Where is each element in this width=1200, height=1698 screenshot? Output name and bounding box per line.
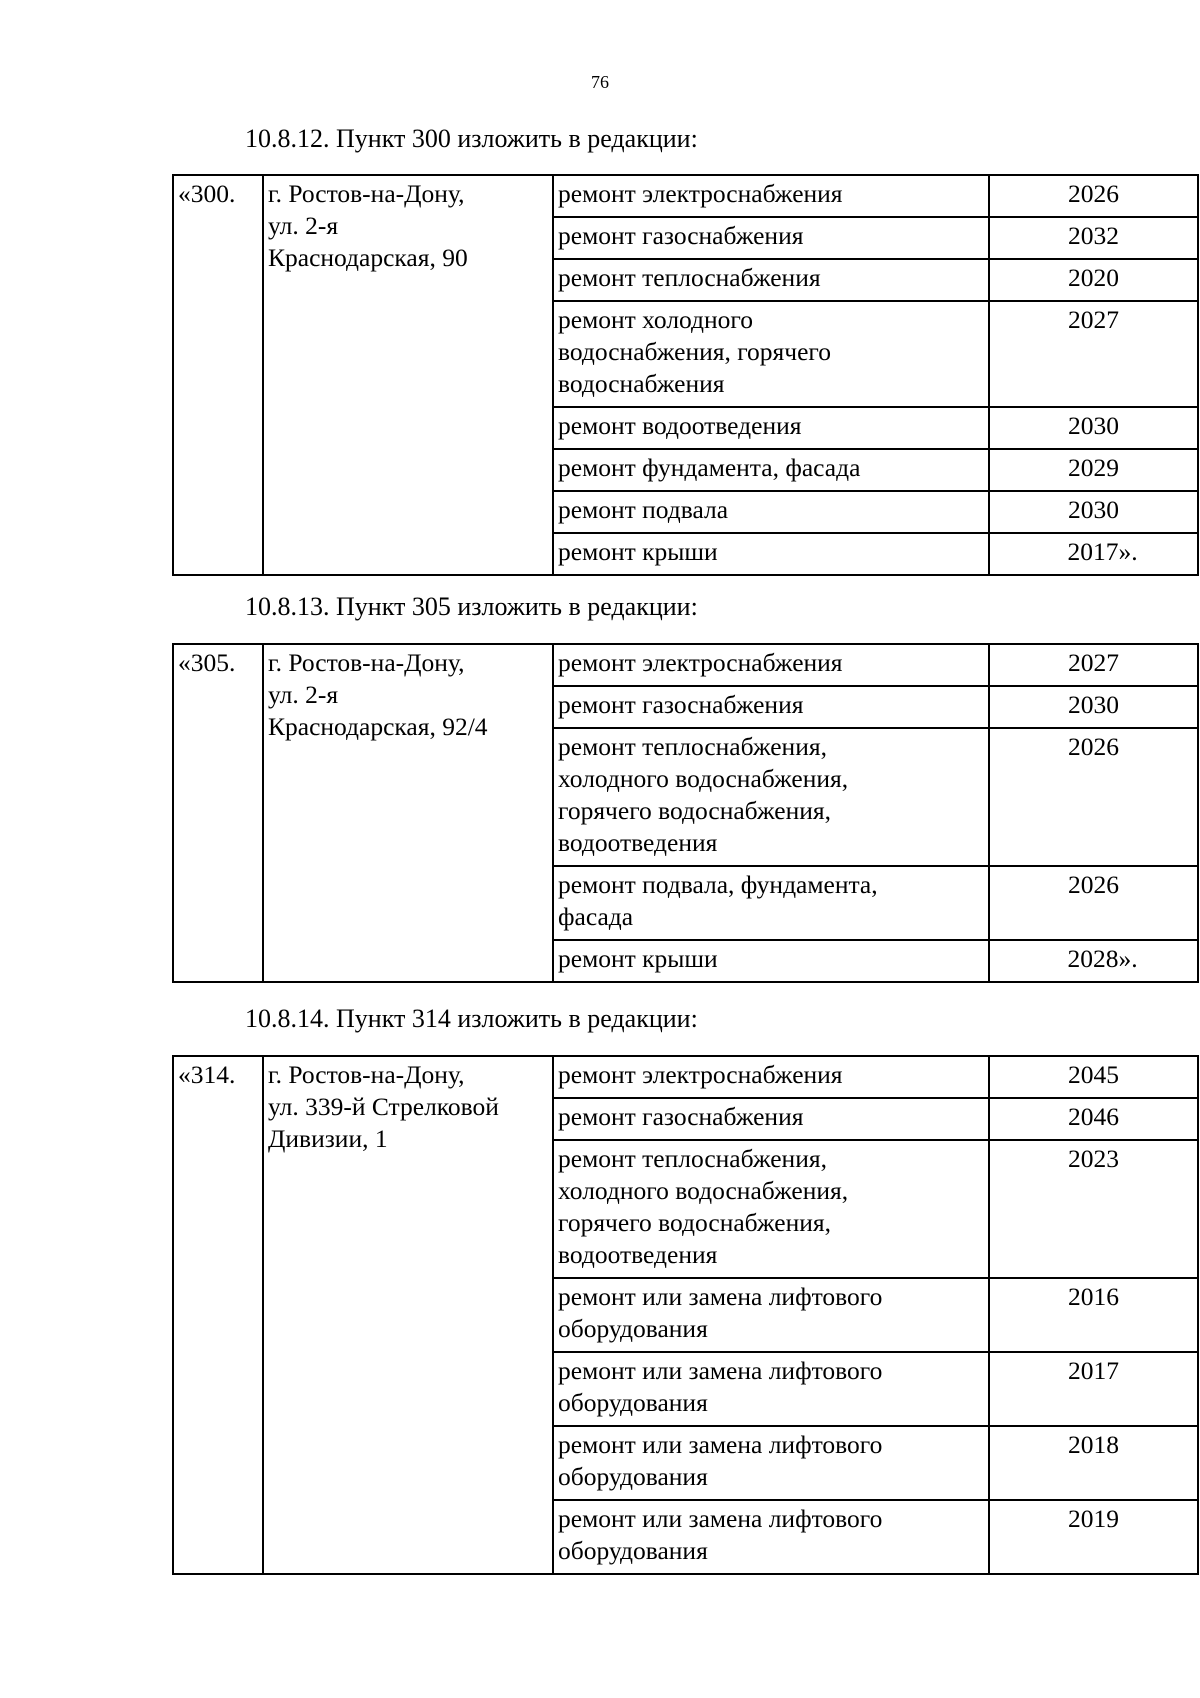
year-cell (989, 533, 1198, 575)
work-type-cell (553, 1352, 989, 1426)
work-type-cell (553, 533, 989, 575)
work-type-cell (553, 491, 989, 533)
work-line: ремонт или замена лифтового (558, 1504, 883, 1533)
year-cell (989, 1278, 1198, 1352)
work-line: ремонт холодного (558, 305, 753, 334)
address-line: г. Ростов-на-Дону, (268, 179, 465, 208)
work-line: водоснабжения (558, 369, 725, 398)
year-cell (989, 301, 1198, 407)
address-line: Дивизии, 1 (268, 1124, 388, 1153)
work-line: ремонт теплоснабжения, (558, 732, 827, 761)
year-value: 2032 (1068, 221, 1119, 250)
year-cell (989, 449, 1198, 491)
year-value: 2016 (1068, 1282, 1119, 1311)
year-value: 2026 (1068, 870, 1119, 899)
work-line: ремонт или замена лифтового (558, 1430, 883, 1459)
work-line: ремонт газоснабжения (558, 1102, 804, 1131)
work-line: ремонт крыши (558, 944, 718, 973)
year-value: 2020 (1068, 263, 1119, 292)
year-cell (989, 491, 1198, 533)
address-line: г. Ростов-на-Дону, (268, 1060, 465, 1089)
work-type-cell (553, 686, 989, 728)
amendment-table-305 (172, 643, 1199, 983)
work-line: фасада (558, 902, 634, 931)
item-address (263, 1056, 553, 1574)
year-cell (989, 217, 1198, 259)
work-line: ремонт фундамента, фасада (558, 453, 861, 482)
work-type-cell (553, 407, 989, 449)
work-line: ремонт крыши (558, 537, 718, 566)
section-heading-300: 10.8.12. Пункт 300 изложить в редакции: (245, 124, 698, 153)
work-line: ремонт подвала (558, 495, 729, 524)
year-cell (989, 175, 1198, 217)
work-line: горячего водоснабжения, (558, 1208, 832, 1237)
work-line: ремонт или замена лифтового (558, 1282, 883, 1311)
year-value: 2030 (1068, 411, 1119, 440)
work-type-cell (553, 728, 989, 866)
work-line: ремонт электроснабжения (558, 648, 843, 677)
year-cell (989, 1140, 1198, 1278)
address-line: ул. 2-я (268, 680, 339, 709)
year-value: 2017 (1068, 1356, 1119, 1385)
year-cell (989, 728, 1198, 866)
work-line: холодного водоснабжения, (558, 764, 849, 793)
year-value: 2027 (1068, 305, 1119, 334)
work-line: водоснабжения, горячего (558, 337, 832, 366)
work-type-cell (553, 449, 989, 491)
year-value: 2028». (1067, 944, 1138, 973)
work-line: ремонт газоснабжения (558, 221, 804, 250)
year-value: 2023 (1068, 1144, 1119, 1173)
work-type-cell (553, 1500, 989, 1574)
work-line: ремонт газоснабжения (558, 690, 804, 719)
work-line: оборудования (558, 1536, 708, 1565)
address-line: ул. 339-й Стрелковой (268, 1092, 499, 1121)
address-line: г. Ростов-на-Дону, (268, 648, 465, 677)
work-line: водоотведения (558, 1240, 718, 1269)
item-address (263, 644, 553, 982)
work-line: ремонт теплоснабжения (558, 263, 821, 292)
amendment-table-300 (172, 174, 1199, 576)
year-value: 2017». (1067, 537, 1138, 566)
year-cell (989, 866, 1198, 940)
address-line: ул. 2-я (268, 211, 339, 240)
year-value: 2046 (1068, 1102, 1119, 1131)
year-cell (989, 407, 1198, 449)
year-cell (989, 1098, 1198, 1140)
year-value: 2030 (1068, 495, 1119, 524)
address-line: Краснодарская, 90 (268, 243, 468, 272)
item-number: «305. (173, 644, 263, 982)
work-type-cell (553, 1056, 989, 1098)
work-type-cell (553, 1426, 989, 1500)
year-cell (989, 1500, 1198, 1574)
item-address (263, 175, 553, 575)
work-line: горячего водоснабжения, (558, 796, 832, 825)
year-cell (989, 1056, 1198, 1098)
year-cell (989, 259, 1198, 301)
work-type-cell (553, 644, 989, 686)
work-line: ремонт электроснабжения (558, 179, 843, 208)
year-value: 2026 (1068, 732, 1119, 761)
work-line: оборудования (558, 1388, 708, 1417)
item-number: «300. (173, 175, 263, 575)
year-cell (989, 644, 1198, 686)
section-heading-305: 10.8.13. Пункт 305 изложить в редакции: (245, 592, 698, 621)
work-type-cell (553, 940, 989, 982)
work-line: оборудования (558, 1314, 708, 1343)
work-type-cell (553, 259, 989, 301)
work-type-cell (553, 866, 989, 940)
amendment-table-314 (172, 1055, 1199, 1575)
work-line: водоотведения (558, 828, 718, 857)
work-type-cell (553, 1278, 989, 1352)
work-line: ремонт подвала, фундамента, (558, 870, 878, 899)
work-type-cell (553, 1140, 989, 1278)
work-line: ремонт электроснабжения (558, 1060, 843, 1089)
year-value: 2029 (1068, 453, 1119, 482)
year-cell (989, 1426, 1198, 1500)
item-number: «314. (173, 1056, 263, 1574)
year-value: 2026 (1068, 179, 1119, 208)
work-type-cell (553, 217, 989, 259)
work-line: ремонт теплоснабжения, (558, 1144, 827, 1173)
year-cell (989, 686, 1198, 728)
work-line: оборудования (558, 1462, 708, 1491)
year-cell (989, 1352, 1198, 1426)
year-value: 2019 (1068, 1504, 1119, 1533)
page-number: 76 (591, 72, 609, 92)
work-line: ремонт водоотведения (558, 411, 802, 440)
year-cell (989, 940, 1198, 982)
work-type-cell (553, 175, 989, 217)
work-type-cell (553, 301, 989, 407)
year-value: 2018 (1068, 1430, 1119, 1459)
year-value: 2030 (1068, 690, 1119, 719)
year-value: 2045 (1068, 1060, 1119, 1089)
work-line: ремонт или замена лифтового (558, 1356, 883, 1385)
work-type-cell (553, 1098, 989, 1140)
section-heading-314: 10.8.14. Пункт 314 изложить в редакции: (245, 1004, 698, 1033)
year-value: 2027 (1068, 648, 1119, 677)
address-line: Краснодарская, 92/4 (268, 712, 488, 741)
work-line: холодного водоснабжения, (558, 1176, 849, 1205)
